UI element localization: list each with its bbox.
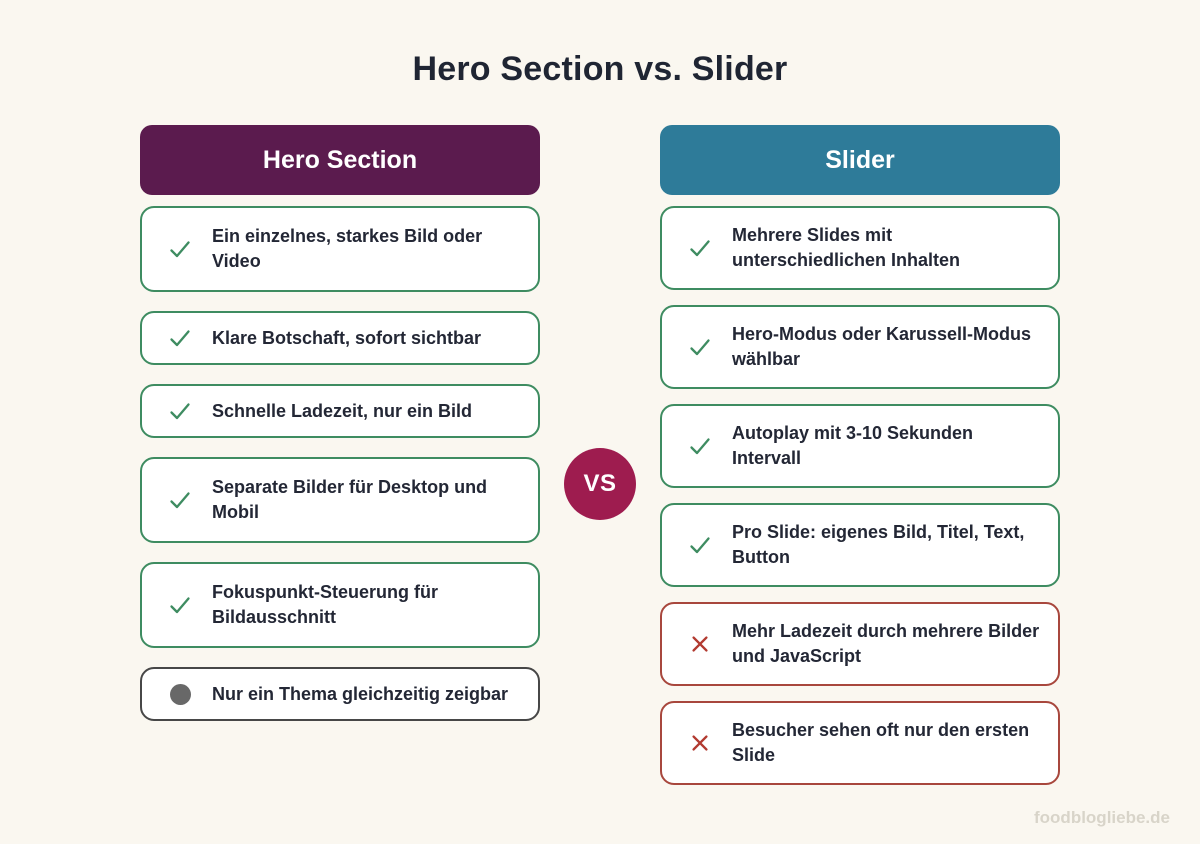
item-text: Besucher sehen oft nur den ersten Slide — [732, 720, 1030, 765]
hero-section-column — [140, 125, 540, 740]
page-title: Hero Section vs. Slider — [412, 50, 788, 88]
check-icon — [688, 533, 712, 557]
list-item — [660, 701, 1060, 785]
item-text: Separate Bilder für Desktop und Mobil — [212, 477, 488, 522]
cross-icon — [688, 731, 712, 755]
list-item — [140, 311, 540, 365]
list-item — [660, 206, 1060, 290]
item-text: Mehrere Slides mit unterschiedlichen Inhalten — [732, 225, 961, 270]
slider-header: Slider — [660, 125, 1060, 195]
item-text: Schnelle Ladezeit, nur ein Bild — [212, 400, 473, 421]
list-item — [660, 503, 1060, 587]
check-icon — [168, 593, 192, 617]
vs-badge: VS — [564, 448, 636, 520]
list-item — [140, 562, 540, 648]
item-text: Nur ein Thema gleichzeitig zeigbar — [212, 683, 509, 704]
watermark: foodblogliebe.de — [1034, 808, 1170, 827]
list-item — [660, 305, 1060, 389]
check-icon — [688, 434, 712, 458]
cross-icon — [688, 632, 712, 656]
item-text: Autoplay mit 3-10 Sekunden Intervall — [732, 423, 974, 468]
check-icon — [168, 399, 192, 423]
check-icon — [688, 236, 712, 260]
item-text: Klare Botschaft, sofort sichtbar — [212, 327, 482, 348]
list-item — [140, 667, 540, 721]
check-icon — [168, 237, 192, 261]
item-text: Mehr Ladezeit durch mehrere Bilder und JavaScript — [732, 621, 1040, 666]
hero-section-header: Hero Section — [140, 125, 540, 195]
item-text: Ein einzelnes, starkes Bild oder Video — [212, 226, 483, 271]
item-text: Pro Slide: eigenes Bild, Titel, Text, Button — [732, 522, 1025, 567]
dot-icon — [168, 682, 192, 706]
list-item — [140, 457, 540, 543]
list-item — [660, 602, 1060, 686]
list-item — [660, 404, 1060, 488]
item-text: Fokuspunkt-Steuerung für Bildausschnitt — [212, 582, 438, 627]
slider-column — [660, 125, 1060, 800]
list-item — [140, 384, 540, 438]
item-text: Hero-Modus oder Karussell-Modus wählbar — [732, 324, 1032, 369]
check-icon — [688, 335, 712, 359]
list-item — [140, 206, 540, 292]
check-icon — [168, 488, 192, 512]
check-icon — [168, 326, 192, 350]
